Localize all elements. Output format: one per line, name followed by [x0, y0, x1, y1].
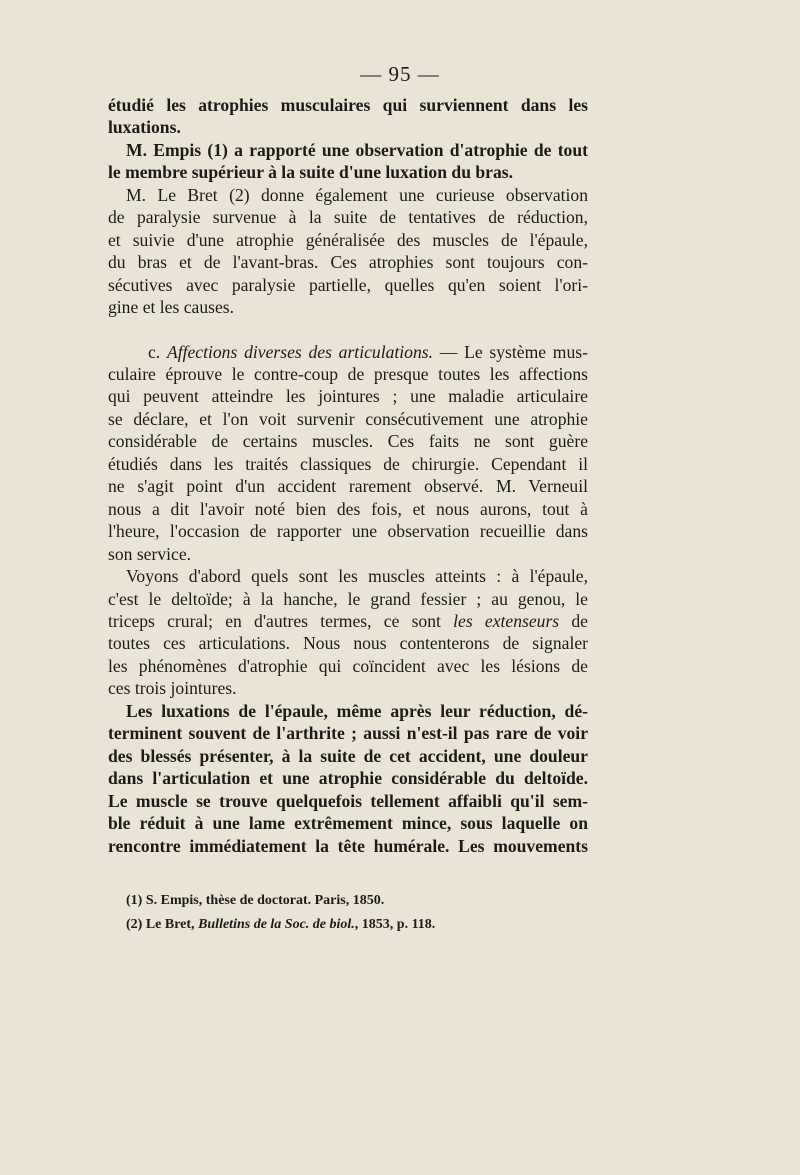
- text-line: culaire éprouve le contre-coup de presque toutes les affections: [108, 363, 588, 384]
- text-line: les phénomènes d'atrophie qui coïncident avec les lésions de: [108, 655, 588, 676]
- text-line: étudiés dans les traités classiques de chirurgie. Cependant il: [108, 453, 588, 474]
- text-line: ne s'agit point d'un accident rarement observé. M. Verneuil: [108, 476, 588, 497]
- text-line: luxations.: [108, 117, 181, 138]
- text-line: Le muscle se trouve quelquefois tellement affaibli qu'il sem-: [108, 790, 588, 811]
- paragraph-3: [108, 184, 588, 319]
- text-line: ble réduit à une lame extrêmement mince, sous laquelle on: [108, 813, 588, 834]
- text-line: son service.: [108, 543, 192, 564]
- footnote-journal: Bulletins de la Soc. de biol.: [198, 917, 355, 932]
- paragraph-2: [108, 139, 588, 184]
- text-line: se déclare, et l'on voit survenir consécutivement une atrophie: [108, 408, 588, 429]
- text-line: des blessés présenter, à la suite de cet accident, une douleur: [108, 745, 588, 766]
- italic-term: les extenseurs: [453, 610, 560, 631]
- text-fragment: de: [559, 610, 588, 631]
- footnote-marker: (1): [126, 893, 143, 908]
- text-line: terminent souvent de l'arthrite ; aussi n'est-il pas rare de voir: [108, 723, 588, 744]
- text-line: sécutives avec paralysie partielle, quelles qu'en soient l'ori-: [108, 274, 588, 295]
- paragraph-6: [108, 700, 588, 857]
- footnote-marker: (2): [126, 917, 143, 932]
- text-line: dans l'articulation et une atrophie considérable du deltoïde.: [108, 768, 588, 789]
- footnote-1: [126, 889, 546, 913]
- body-text: [108, 94, 588, 857]
- section-gap: [108, 319, 588, 341]
- text-line: étudié les atrophies musculaires qui surviennent dans les: [108, 95, 588, 115]
- paragraph-5: [108, 565, 588, 700]
- footnote-author: S. Empis,: [145, 893, 203, 908]
- footnotes: [126, 889, 546, 937]
- text-fragment: — Le système mus-: [433, 341, 588, 362]
- text-line: ces trois jointures.: [108, 678, 237, 699]
- text-line: le membre supérieur à la suite d'une luxation du bras.: [108, 162, 514, 183]
- text-line: nous a dit l'avoir noté bien des fois, et nous aurons, tout à: [108, 498, 588, 519]
- text-line: M. Le Bret (2) donne également une curieuse observation: [126, 184, 588, 205]
- footnote-2: [126, 913, 546, 937]
- text-line: gine et les causes.: [108, 297, 235, 318]
- text-line-with-italic: [108, 610, 588, 632]
- text-line: toutes ces articulations. Nous nous contenterons de signaler: [108, 633, 588, 654]
- section-title: Affections diverses des articulations.: [166, 341, 433, 362]
- footnote-author: Le Bret,: [145, 917, 195, 932]
- text-line: considérable de certains muscles. Ces faits ne sont guère: [108, 431, 588, 452]
- text-line: rencontre immédiatement la tête humérale. Les mouvements: [108, 835, 588, 856]
- text-line: Voyons d'abord quels sont les muscles atteints : à l'épaule,: [126, 566, 588, 587]
- text-line: l'heure, l'occasion de rapporter une observation recueillie dans: [108, 521, 588, 542]
- text-line: c'est le deltoïde; à la hanche, le grand fessier ; au genou, le: [108, 588, 588, 609]
- text-line: qui peuvent atteindre les jointures ; une maladie articulaire: [108, 386, 588, 407]
- text-line: du bras et de l'avant-bras. Ces atrophies sont toujours con-: [108, 252, 588, 273]
- section-heading-line: [108, 341, 588, 363]
- paragraph-4: [108, 341, 588, 566]
- footnote-text: , 1853, p. 118.: [354, 917, 436, 932]
- text-line: de paralysie survenue à la suite de tentatives de réduction,: [108, 207, 588, 228]
- text-line: M. Empis (1) a rapporté une observation d'atrophie de tout: [126, 139, 588, 160]
- text-fragment: triceps crural; en d'autres termes, ce sont: [108, 610, 441, 631]
- text-line: Les luxations de l'épaule, même après leur réduction, dé-: [126, 700, 588, 721]
- text-line: et suivie d'une atrophie généralisée des muscles de l'épaule,: [108, 229, 588, 250]
- page-number: — 95 —: [360, 62, 440, 86]
- paragraph-1: [108, 94, 588, 139]
- footnote-text: thèse de doctorat. Paris, 1850.: [202, 893, 385, 908]
- section-label: c.: [148, 341, 161, 362]
